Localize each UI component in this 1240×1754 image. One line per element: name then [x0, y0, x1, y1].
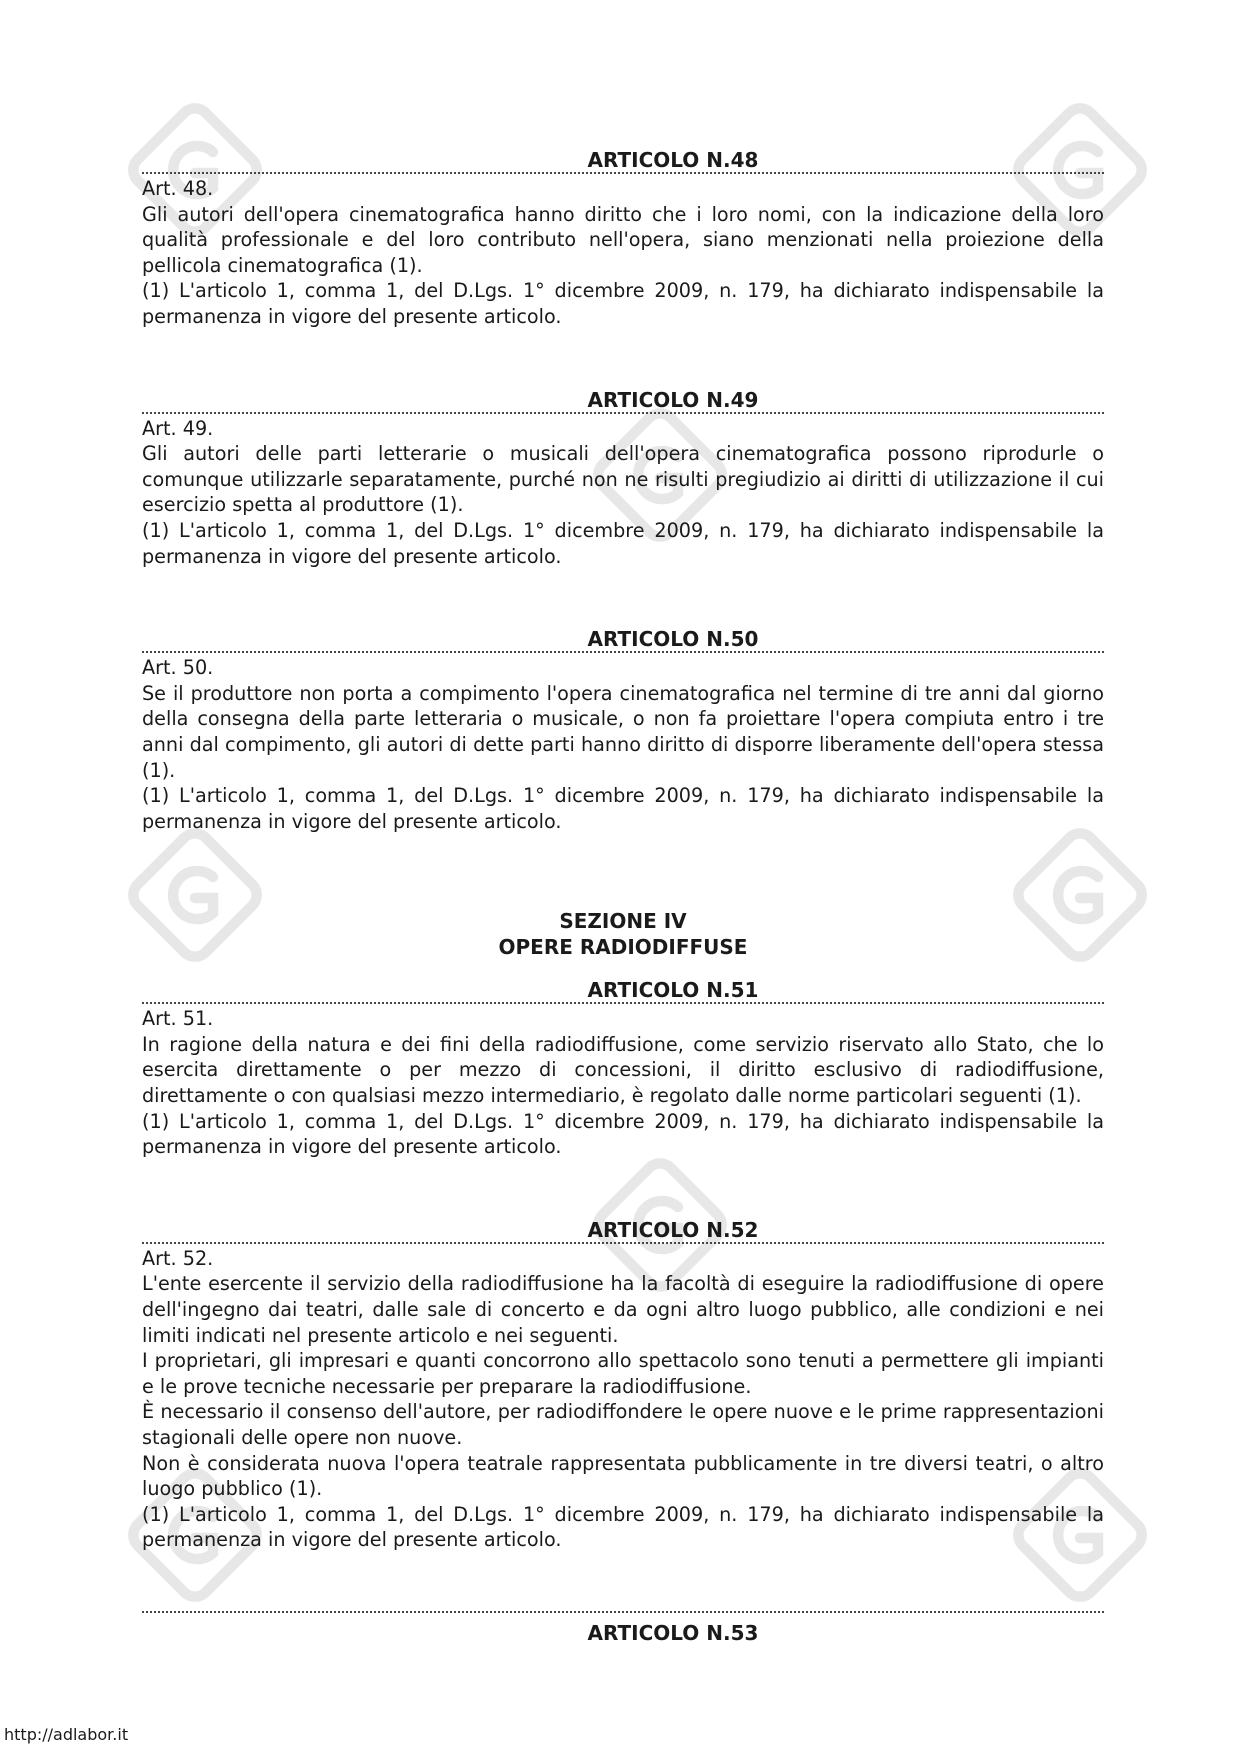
article-footnote: (1) L'articolo 1, comma 1, del D.Lgs. 1° dicembre 2009, n. 179, ha dichiarato indispensabile la permanenza in vigore del presente articolo. — [142, 518, 1104, 568]
article-heading: Art. 52. — [142, 1246, 214, 1270]
article-footnote: (1) L'articolo 1, comma 1, del D.Lgs. 1° dicembre 2009, n. 179, ha dichiarato indispensabile la permanenza in vigore del presente articolo. — [142, 279, 1104, 328]
article-title: ARTICOLO N.53 — [587, 1620, 759, 1645]
article-footnote: (1) L'articolo 1, comma 1, del D.Lgs. 1° dicembre 2009, n. 179, ha dichiarato indispensabile la permanenza in vigore del presente articolo. — [142, 784, 1104, 833]
article-paragraph: Se il produttore non porta a compimento l'opera cinematografica nel termine di tre anni dal giorno della consegna della parte letteraria o musicale, o non fa proiettare l'opera compiuta entro i tre anni dal compimento, gli autori di dette parti hanno diritto di disporre liberamente dell'opera stessa (1). — [142, 681, 1104, 782]
article-paragraph: In ragione della natura e dei fini della radiodiffusione, come servizio riservato allo Stato, che lo esercita direttamente o per mezzo di concessioni, il diritto esclusivo di radiodiffusione, direttamente o con qualsiasi mezzo intermediario, è regolato dalle norme particolari seguenti (1). — [142, 1032, 1104, 1108]
article-title: ARTICOLO N.49 — [587, 387, 759, 412]
article-title: ARTICOLO N.52 — [587, 1217, 759, 1242]
article-paragraph: L'ente esercente il servizio della radiodiffusione ha la facoltà di eseguire la radiodiffusione di opere dell'ingegno dai teatri, dalle sale di concerto e da ogni altro luogo pubblico, alle condizioni e nei limiti indicati nel presente articolo e nei seguenti. — [142, 1272, 1104, 1347]
article-paragraph: I proprietari, gli impresari e quanti concorrono allo spettacolo sono tenuti a permettere gli impianti e le prove tecniche necessarie per preparare la radiodiffusione. — [142, 1349, 1104, 1398]
article-heading: Art. 49. — [142, 416, 214, 440]
footer-url[interactable]: http://adlabor.it — [4, 1725, 129, 1744]
article-51 — [142, 978, 1104, 1160]
article-heading: Art. 50. — [142, 656, 214, 680]
article-title: ARTICOLO N.48 — [587, 148, 759, 172]
article-heading: Art. 51. — [142, 1007, 214, 1031]
dotted-rule — [142, 172, 1104, 174]
article-49 — [142, 388, 1104, 570]
dotted-rule — [142, 1611, 1104, 1613]
article-paragraph: Non è considerata nuova l'opera teatrale rappresentata pubblicamente in tre diversi teatri, o altro luogo pubblico (1). — [142, 1451, 1104, 1501]
dotted-rule — [142, 651, 1104, 653]
article-title: ARTICOLO N.51 — [587, 978, 759, 1003]
article-50 — [142, 627, 1104, 834]
dotted-rule — [142, 1242, 1104, 1244]
article-53 — [142, 1611, 1104, 1645]
article-footnote: (1) L'articolo 1, comma 1, del D.Lgs. 1° dicembre 2009, n. 179, ha dichiarato indispensabile la permanenza in vigore del presente articolo. — [142, 1502, 1104, 1552]
section-title: OPERE RADIODIFFUSE — [498, 935, 748, 960]
article-52 — [142, 1218, 1104, 1553]
dotted-rule — [142, 412, 1104, 414]
article-title: ARTICOLO N.50 — [587, 627, 759, 652]
article-48 — [142, 148, 1104, 330]
dotted-rule — [142, 1002, 1104, 1004]
article-paragraph: È necessario il consenso dell'autore, per radiodiffondere le opere nuove e le prime rappresentazioni stagionali delle opere non nuove. — [142, 1400, 1104, 1449]
document-page — [142, 148, 1104, 1645]
article-paragraph: Gli autori delle parti letterarie o musicali dell'opera cinematografica possono riprodurle o comunque utilizzarle separatamente, purché non ne risulti pregiudizio ai diritti di utilizzazione il cui esercizio spetta al produttore (1). — [142, 442, 1104, 517]
article-paragraph: Gli autori dell'opera cinematografica hanno diritto che i loro nomi, con la indicazione della loro qualità professionale e del loro contributo nell'opera, siano menzionati nella proiezione della pellicola cinematografica (1). — [142, 202, 1104, 277]
section-number: SEZIONE IV — [559, 909, 687, 934]
article-footnote: (1) L'articolo 1, comma 1, del D.Lgs. 1° dicembre 2009, n. 179, ha dichiarato indispensabile la permanenza in vigore del presente articolo. — [142, 1109, 1104, 1159]
section-heading — [142, 908, 1104, 960]
article-heading: Art. 48. — [142, 177, 214, 200]
